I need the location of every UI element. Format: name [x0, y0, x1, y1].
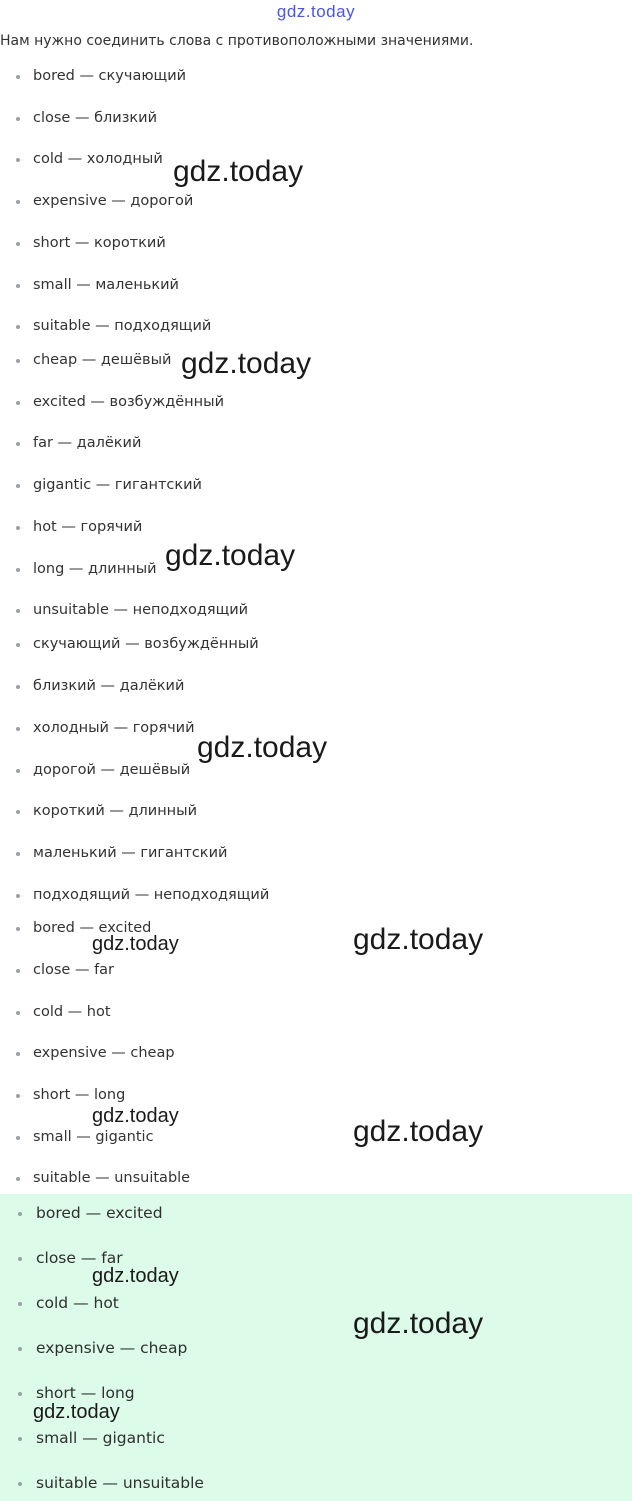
bullet-icon [18, 1347, 22, 1351]
list-item-text: short — long [36, 1384, 135, 1402]
watermark: gdz.today [165, 539, 296, 572]
watermark: gdz.today [197, 731, 328, 764]
bullet-icon [16, 685, 20, 689]
watermark: gdz.today [173, 155, 304, 188]
list-item-text: close — близкий [33, 110, 158, 126]
list-item-text: short — long [33, 1087, 126, 1103]
bullet-icon [16, 484, 20, 488]
bullet-icon [16, 609, 20, 613]
watermark: gdz.today [353, 1115, 484, 1148]
bullet-icon [16, 643, 20, 647]
watermark: gdz.today [353, 923, 484, 956]
watermark: gdz.today [353, 1307, 484, 1340]
list-item-text: cold — холодный [33, 151, 163, 167]
watermark: gdz.today [92, 1265, 179, 1287]
list-item-text: bored — скучающий [33, 68, 187, 84]
bullet-icon [18, 1482, 22, 1486]
watermark: gdz.today [33, 1401, 120, 1423]
bullet-icon [18, 1212, 22, 1216]
list-item-text: close — far [36, 1249, 123, 1267]
bullet-icon [18, 1257, 22, 1261]
bullet-icon [16, 117, 20, 121]
list-item-text: suitable — unsuitable [36, 1474, 204, 1492]
bullet-icon [16, 852, 20, 856]
list-item-text: suitable — unsuitable [33, 1170, 191, 1186]
bullet-icon [16, 442, 20, 446]
bullet-icon [18, 1392, 22, 1396]
list-item-text: холодный — горячий [33, 720, 195, 736]
list-item-text: близкий — далёкий [33, 678, 185, 694]
list-item-text: unsuitable — неподходящий [33, 602, 249, 618]
bullet-icon [16, 75, 20, 79]
bullet-icon [16, 242, 20, 246]
list-item-text: cheap — дешёвый [33, 352, 172, 368]
bullet-icon [16, 1177, 20, 1181]
list-item-text: дорогой — дешёвый [33, 762, 191, 778]
answer-box [0, 1194, 632, 1501]
bullet-icon [16, 568, 20, 572]
list-item-text: gigantic — гигантский [33, 477, 202, 493]
intro-text: Нам нужно соединить слова с противоположными значениями. [0, 33, 474, 49]
watermark: gdz.today [92, 933, 179, 955]
bullet-icon [16, 727, 20, 731]
bullet-icon [16, 401, 20, 405]
bullet-icon [16, 200, 20, 204]
list-item-text: expensive — дорогой [33, 193, 194, 209]
list-item-text: small — gigantic [33, 1129, 154, 1145]
bullet-icon [16, 1052, 20, 1056]
list-item-text: подходящий — неподходящий [33, 887, 270, 903]
bullet-icon [18, 1302, 22, 1306]
list-item-text: cold — hot [33, 1004, 111, 1020]
list-item-text: скучающий — возбуждённый [33, 636, 259, 652]
bullet-icon [16, 526, 20, 530]
bullet-icon [16, 1136, 20, 1140]
list-item-text: excited — возбуждённый [33, 394, 225, 410]
bullet-icon [16, 359, 20, 363]
list-item-text: expensive — cheap [33, 1045, 175, 1061]
bullet-icon [18, 1437, 22, 1441]
site-header-logo[interactable]: gdz.today [276, 2, 356, 21]
list-item-text: expensive — cheap [36, 1339, 188, 1357]
bullet-icon [16, 1094, 20, 1098]
list-item-text: close — far [33, 962, 115, 978]
bullet-icon [16, 1011, 20, 1015]
list-item-text: far — далёкий [33, 435, 142, 451]
watermark: gdz.today [92, 1105, 179, 1127]
bullet-icon [16, 158, 20, 162]
bullet-icon [16, 325, 20, 329]
list-item-text: hot — горячий [33, 519, 143, 535]
bullet-icon [16, 769, 20, 773]
bullet-icon [16, 927, 20, 931]
bullet-icon [16, 969, 20, 973]
list-item-text: small — gigantic [36, 1429, 165, 1447]
list-item-text: короткий — длинный [33, 803, 198, 819]
list-item-text: short — короткий [33, 235, 166, 251]
watermark: gdz.today [181, 347, 312, 380]
list-item-text: suitable — подходящий [33, 318, 212, 334]
bullet-icon [16, 810, 20, 814]
list-item-text: маленький — гигантский [33, 845, 228, 861]
list-item-text: small — маленький [33, 277, 179, 293]
list-item-text: bored — excited [33, 920, 152, 936]
bullet-icon [16, 894, 20, 898]
list-item-text: cold — hot [36, 1294, 119, 1312]
bullet-icon [16, 284, 20, 288]
list-item-text: bored — excited [36, 1204, 163, 1222]
list-item-text: long — длинный [33, 561, 157, 577]
